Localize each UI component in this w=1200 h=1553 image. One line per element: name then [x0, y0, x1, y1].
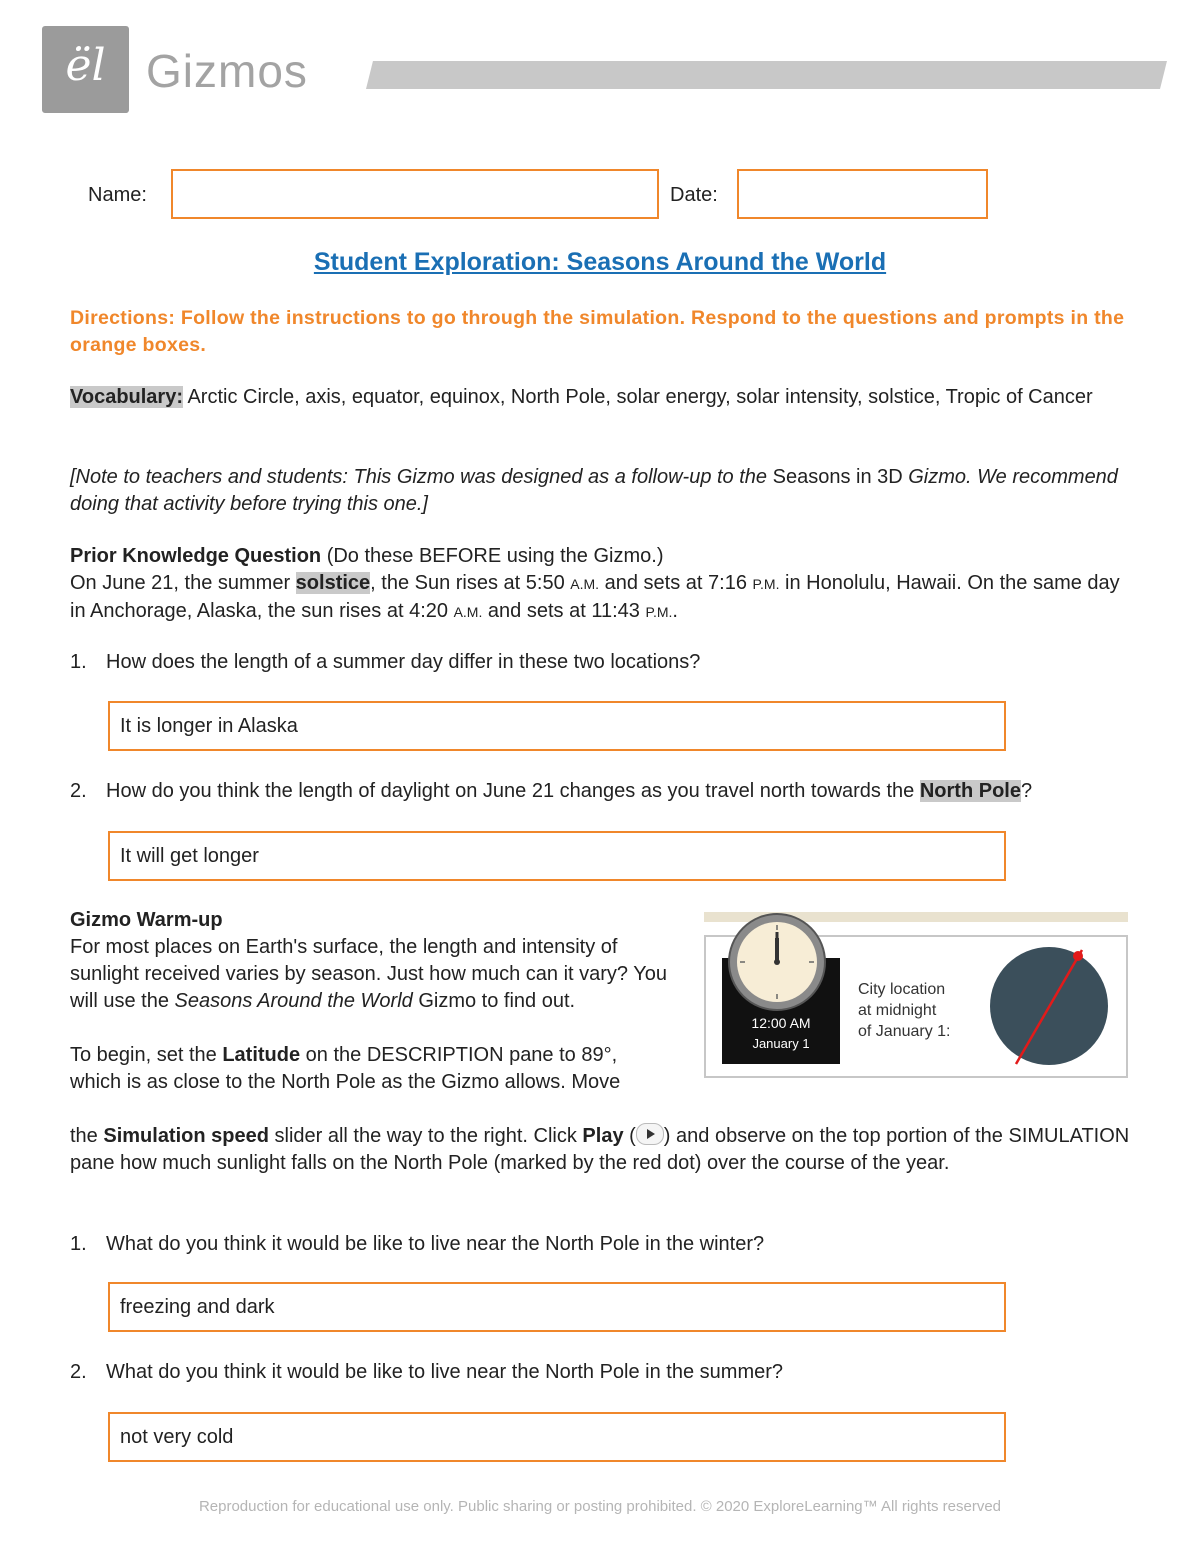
warmup-text-6: slider all the way to the right. Click	[268, 1125, 583, 1147]
vocabulary-terms: Arctic Circle, axis, equator, equinox, North Pole, solar energy, solar intensity, solstice, Tropic of Cancer	[183, 386, 1093, 408]
simulation-speed-term: Simulation speed	[103, 1125, 269, 1147]
answer-text: It is longer in Alaska	[120, 714, 298, 737]
warmup-text-8: ) and observe on the top portion of the SIMULATION pane how much sunlight falls on the North Pole (marked by the red dot) over the course of the year.	[70, 1125, 1130, 1174]
caption-line-3: of January 1:	[858, 1023, 951, 1040]
prior-knowledge-section	[70, 543, 1130, 626]
name-label: Name:	[88, 184, 147, 206]
question-text-end: ?	[1020, 780, 1033, 802]
north-pole-term: North Pole	[919, 780, 1021, 802]
question-text: What do you think it would be like to live near the North Pole in the winter?	[106, 1233, 765, 1255]
caption-line-2: at midnight	[858, 1002, 937, 1019]
date-field[interactable]	[737, 169, 988, 219]
note-part-3: Gizmo. We recommend doing that activity before trying this one.]	[70, 466, 1118, 515]
page-title: Student Exploration: Seasons Around the World	[313, 248, 887, 276]
simulation-graphic	[704, 912, 1128, 1078]
vocabulary-paragraph	[70, 384, 1130, 411]
solstice-term: solstice	[295, 572, 371, 594]
name-field[interactable]	[171, 169, 659, 219]
warmup-question-2	[70, 1361, 783, 1384]
answer-text: not very cold	[120, 1425, 234, 1448]
prior-answer-2[interactable]	[108, 831, 1006, 881]
answer-text: It will get longer	[120, 844, 259, 867]
warmup-text-2: Gizmo to find out.	[412, 990, 576, 1012]
date-label: Date:	[670, 184, 718, 206]
north-pole-dot	[1073, 951, 1083, 961]
gizmo-name: Seasons Around the World	[174, 990, 413, 1012]
question-text: How does the length of a summer day differ in these two locations?	[106, 651, 701, 673]
question-number: 1.	[70, 1233, 87, 1255]
teacher-note	[70, 464, 1130, 518]
prior-text-5: and sets at 11:43	[482, 600, 646, 622]
question-number: 2.	[70, 1361, 87, 1383]
question-number: 1.	[70, 651, 87, 673]
clock-date: January 1	[752, 1036, 810, 1051]
prior-question-2	[70, 780, 1032, 803]
prior-text-3: and sets at 7:16	[599, 572, 753, 594]
pm-label-2: P.M.	[645, 604, 673, 620]
warmup-text-3: To begin, set the	[70, 1044, 223, 1066]
question-text: How do you think the length of daylight on June 21 changes as you travel north towards the	[106, 780, 920, 802]
warmup-answer-2[interactable]	[108, 1412, 1006, 1462]
question-text: What do you think it would be like to live near the North Pole in the summer?	[106, 1361, 784, 1383]
prior-text-1: On June 21, the summer	[70, 572, 296, 594]
warmup-answer-1[interactable]	[108, 1282, 1006, 1332]
warmup-text-1: For most places on Earth's surface, the length and intensity of sunlight received varies by season. Just how much can it vary? You will use the	[70, 936, 667, 1012]
explorelearning-logo	[42, 26, 129, 113]
am-label-2: A.M.	[453, 604, 483, 620]
prior-answer-1[interactable]	[108, 701, 1006, 751]
warmup-question-1	[70, 1233, 764, 1256]
warmup-text-7: (	[623, 1125, 636, 1147]
header-bar	[366, 61, 1167, 89]
caption-line-1: City location	[858, 981, 946, 998]
latitude-term: Latitude	[222, 1044, 301, 1066]
play-icon	[636, 1123, 664, 1145]
prior-text-4: in Honolulu, Hawaii. On the same day in Anchorage, Alaska, the sun rises at 4:20	[70, 572, 1120, 622]
warmup-heading: Gizmo Warm-up	[70, 909, 223, 931]
prior-question-1	[70, 651, 700, 674]
brand-title: Gizmos	[146, 45, 308, 97]
question-number: 2.	[70, 780, 87, 802]
note-part-1: [Note to teachers and students: This Gizmo was designed as a follow-up to the	[70, 466, 773, 488]
prior-text-6: .	[672, 600, 678, 622]
warmup-text-5: the	[70, 1125, 104, 1147]
footer-copyright: Reproduction for educational use only. Public sharing or posting prohibited. © 2020 ExploreLearning™ All rights reserved	[198, 1498, 1002, 1515]
prior-text-2: , the Sun rises at 5:50	[370, 572, 571, 594]
prior-heading-suffix: (Do these BEFORE using the Gizmo.)	[321, 545, 664, 567]
logo-glyph: ël	[65, 40, 106, 91]
clock-time: 12:00 AM	[751, 1015, 811, 1031]
warmup-continued	[70, 1123, 1130, 1177]
simulation-figure	[704, 912, 1128, 1078]
warmup-section	[70, 907, 670, 1096]
note-part-2: Seasons in 3D	[772, 466, 903, 488]
vocabulary-label: Vocabulary:	[70, 386, 183, 408]
pm-label-1: P.M.	[752, 576, 780, 592]
am-label-1: A.M.	[570, 576, 600, 592]
prior-heading: Prior Knowledge Question	[70, 545, 322, 567]
play-term: Play	[582, 1125, 624, 1147]
answer-text: freezing and dark	[120, 1295, 275, 1318]
directions-text: Directions: Follow the instructions to go through the simulation. Respond to the questions and prompts in the orange boxes.	[70, 307, 1125, 356]
warmup-text-4: on the DESCRIPTION pane to 89°, which is as close to the North Pole as the Gizmo allows. Move	[70, 1044, 621, 1093]
